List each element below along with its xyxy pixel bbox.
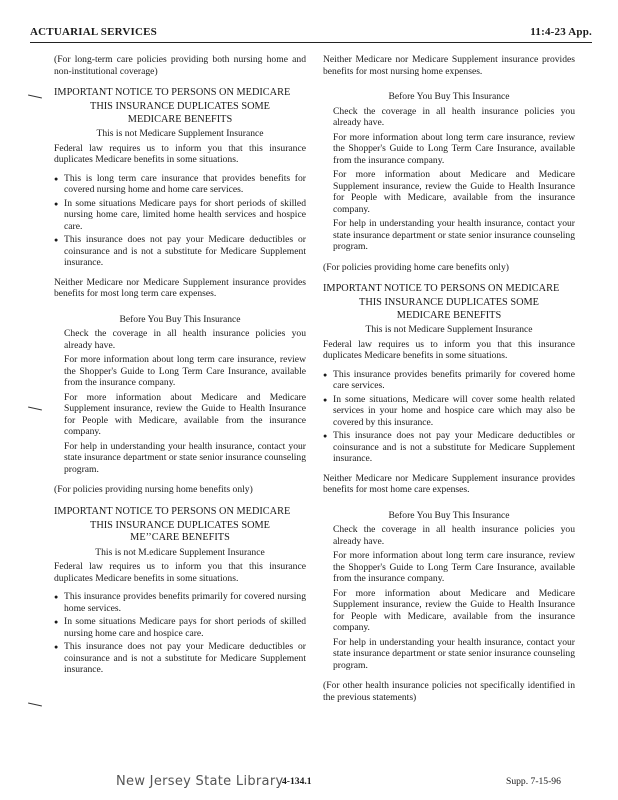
bullet-item: ● This is long term care insurance that provides benefits for covered nursing home and home care services. (54, 173, 306, 196)
check-paragraph: Check the coverage in all health insurance policies you already have. (333, 524, 575, 547)
header-section-title: ACTUARIAL SERVICES (30, 26, 157, 38)
page-footer (0, 774, 618, 794)
margin-mark (28, 703, 42, 707)
check-paragraph: Check the coverage in all health insurance policies you already have. (333, 105, 575, 128)
bullet-item: ● In some situations Medicare pays for short periods of skilled nursing home care and hospice care. (54, 616, 306, 639)
ltc-info-paragraph: For more information about long term care insurance, review the Shopper's Guide to Long Term Care Insurance, available from the insurance company. (64, 354, 306, 389)
check-paragraph: Check the coverage in all health insurance policies you already have. (64, 328, 306, 351)
notice-heading: IMPORTANT NOTICE TO PERSONS ON MEDICARE (54, 505, 291, 517)
left-column (54, 54, 306, 684)
ltc-info-paragraph: For more information about long term care insurance, review the Shopper's Guide to Long Term Care Insurance, available from the insurance company. (333, 550, 575, 585)
bullet-item: ● In some situations, Medicare will cover some health related services in your home and hospice care which may also be covered by this insurance. (323, 394, 575, 429)
page-number: 4-134.1 (282, 776, 312, 787)
bullet-item: ● This insurance does not pay your Medicare deductibles or coinsurance and is not a substitute for Medicare Supplement insurance. (54, 234, 306, 269)
not-supplement-line: This is not Medicare Supplement Insurance (365, 324, 533, 336)
before-you-buy-heading: Before You Buy This Insurance (388, 91, 510, 102)
ltc-info-paragraph: For more information about long term care insurance, review the Shopper's Guide to Long Term Care Insurance, available from the insurance company. (333, 131, 575, 166)
notice-bullets (323, 369, 575, 465)
intro-note: (For policies providing home care benefits only) (323, 261, 509, 273)
notice-subheading: MEDICARE BENEFITS (396, 309, 502, 321)
before-you-buy-heading: Before You Buy This Insurance (119, 313, 241, 325)
notice-heading: IMPORTANT NOTICE TO PERSONS ON MEDICARE (323, 283, 560, 294)
notice-heading: IMPORTANT NOTICE TO PERSONS ON MEDICARE (54, 87, 291, 98)
margin-mark (28, 407, 42, 411)
federal-law-paragraph: Federal law requires us to inform you that this insurance duplicates Medicare benefits in some situations. (54, 561, 306, 584)
not-supplement-line: This is not Medicare Supplement Insurance (96, 128, 264, 140)
bullet-item: ● This insurance does not pay your Medicare deductibles or coinsurance and is not a substitute for Medicare Supplement insurance. (323, 430, 575, 465)
help-paragraph: For help in understanding your health insurance, contact your state insurance department or state senior insurance counseling program. (64, 440, 306, 475)
notice-subheading: THIS INSURANCE DUPLICATES SOME (90, 519, 270, 531)
bullet-item: ● This insurance does not pay your Medicare deductibles or coinsurance and is not a substitute for Medicare Supplement insurance. (54, 641, 306, 676)
medicare-info-paragraph: For more information about Medicare and Medicare Supplement insurance, review the Guide to Health Insurance for People with Medicare, available from the insurance company. (333, 169, 575, 215)
neither-paragraph: Neither Medicare nor Medicare Supplement insurance provides benefits for most nursing home expenses. (323, 54, 575, 77)
neither-paragraph: Neither Medicare nor Medicare Supplement insurance provides benefits for most long term care expenses. (54, 276, 306, 300)
notice-subheading: THIS INSURANCE DUPLICATES SOME (90, 101, 270, 113)
not-supplement-line: This is not M.edicare Supplement Insurance (95, 546, 265, 558)
bullet-item: ● This insurance provides benefits primarily for covered home care services. (323, 369, 575, 392)
notice-bullets (54, 591, 306, 676)
intro-note: (For long-term care policies providing both nursing home and non-institutional coverage) (54, 54, 306, 77)
right-column (323, 54, 575, 710)
medicare-info-paragraph: For more information about Medicare and Medicare Supplement insurance, review the Guide to Health Insurance for People with Medicare, available from the insurance company. (333, 587, 575, 634)
bullet-item: ● This insurance provides benefits primarily for covered nursing home services. (54, 591, 306, 614)
help-paragraph: For help in understanding your health insurance, contact your state insurance department or state senior insurance counseling program. (333, 636, 575, 671)
library-stamp: New Jersey State Library (116, 774, 284, 789)
supplement-date: Supp. 7-15-96 (506, 776, 561, 787)
bullet-item: ● In some situations Medicare pays for short periods of skilled nursing home care, limited home health services and hospice care. (54, 198, 306, 233)
notice-subheading: ME’’CARE BENEFITS (130, 532, 230, 544)
medicare-info-paragraph: For more information about Medicare and Medicare Supplement insurance, review the Guide to Health Insurance for People with Medicare, available from the insurance company. (64, 391, 306, 438)
notice-subheading: THIS INSURANCE DUPLICATES SOME (359, 297, 539, 309)
intro-note: (For policies providing nursing home benefits only) (54, 484, 253, 496)
header-section-number: 11:4-23 App. (530, 26, 592, 38)
running-header (30, 26, 592, 43)
help-paragraph: For help in understanding your health insurance, contact your state insurance department or state senior insurance counseling program. (333, 218, 575, 252)
margin-mark (28, 95, 42, 99)
neither-paragraph: Neither Medicare nor Medicare Supplement insurance provides benefits for most home care expenses. (323, 472, 575, 496)
before-you-buy-heading: Before You Buy This Insurance (388, 509, 510, 521)
federal-law-paragraph: Federal law requires us to inform you that this insurance duplicates Medicare benefits in some situations. (54, 142, 306, 166)
closing-note: (For other health insurance policies not specifically identified in the previous statements) (323, 680, 575, 703)
notice-bullets (54, 173, 306, 269)
notice-subheading: MEDICARE BENEFITS (127, 113, 233, 125)
federal-law-paragraph: Federal law requires us to inform you that this insurance duplicates Medicare benefits in some situations. (323, 338, 575, 362)
